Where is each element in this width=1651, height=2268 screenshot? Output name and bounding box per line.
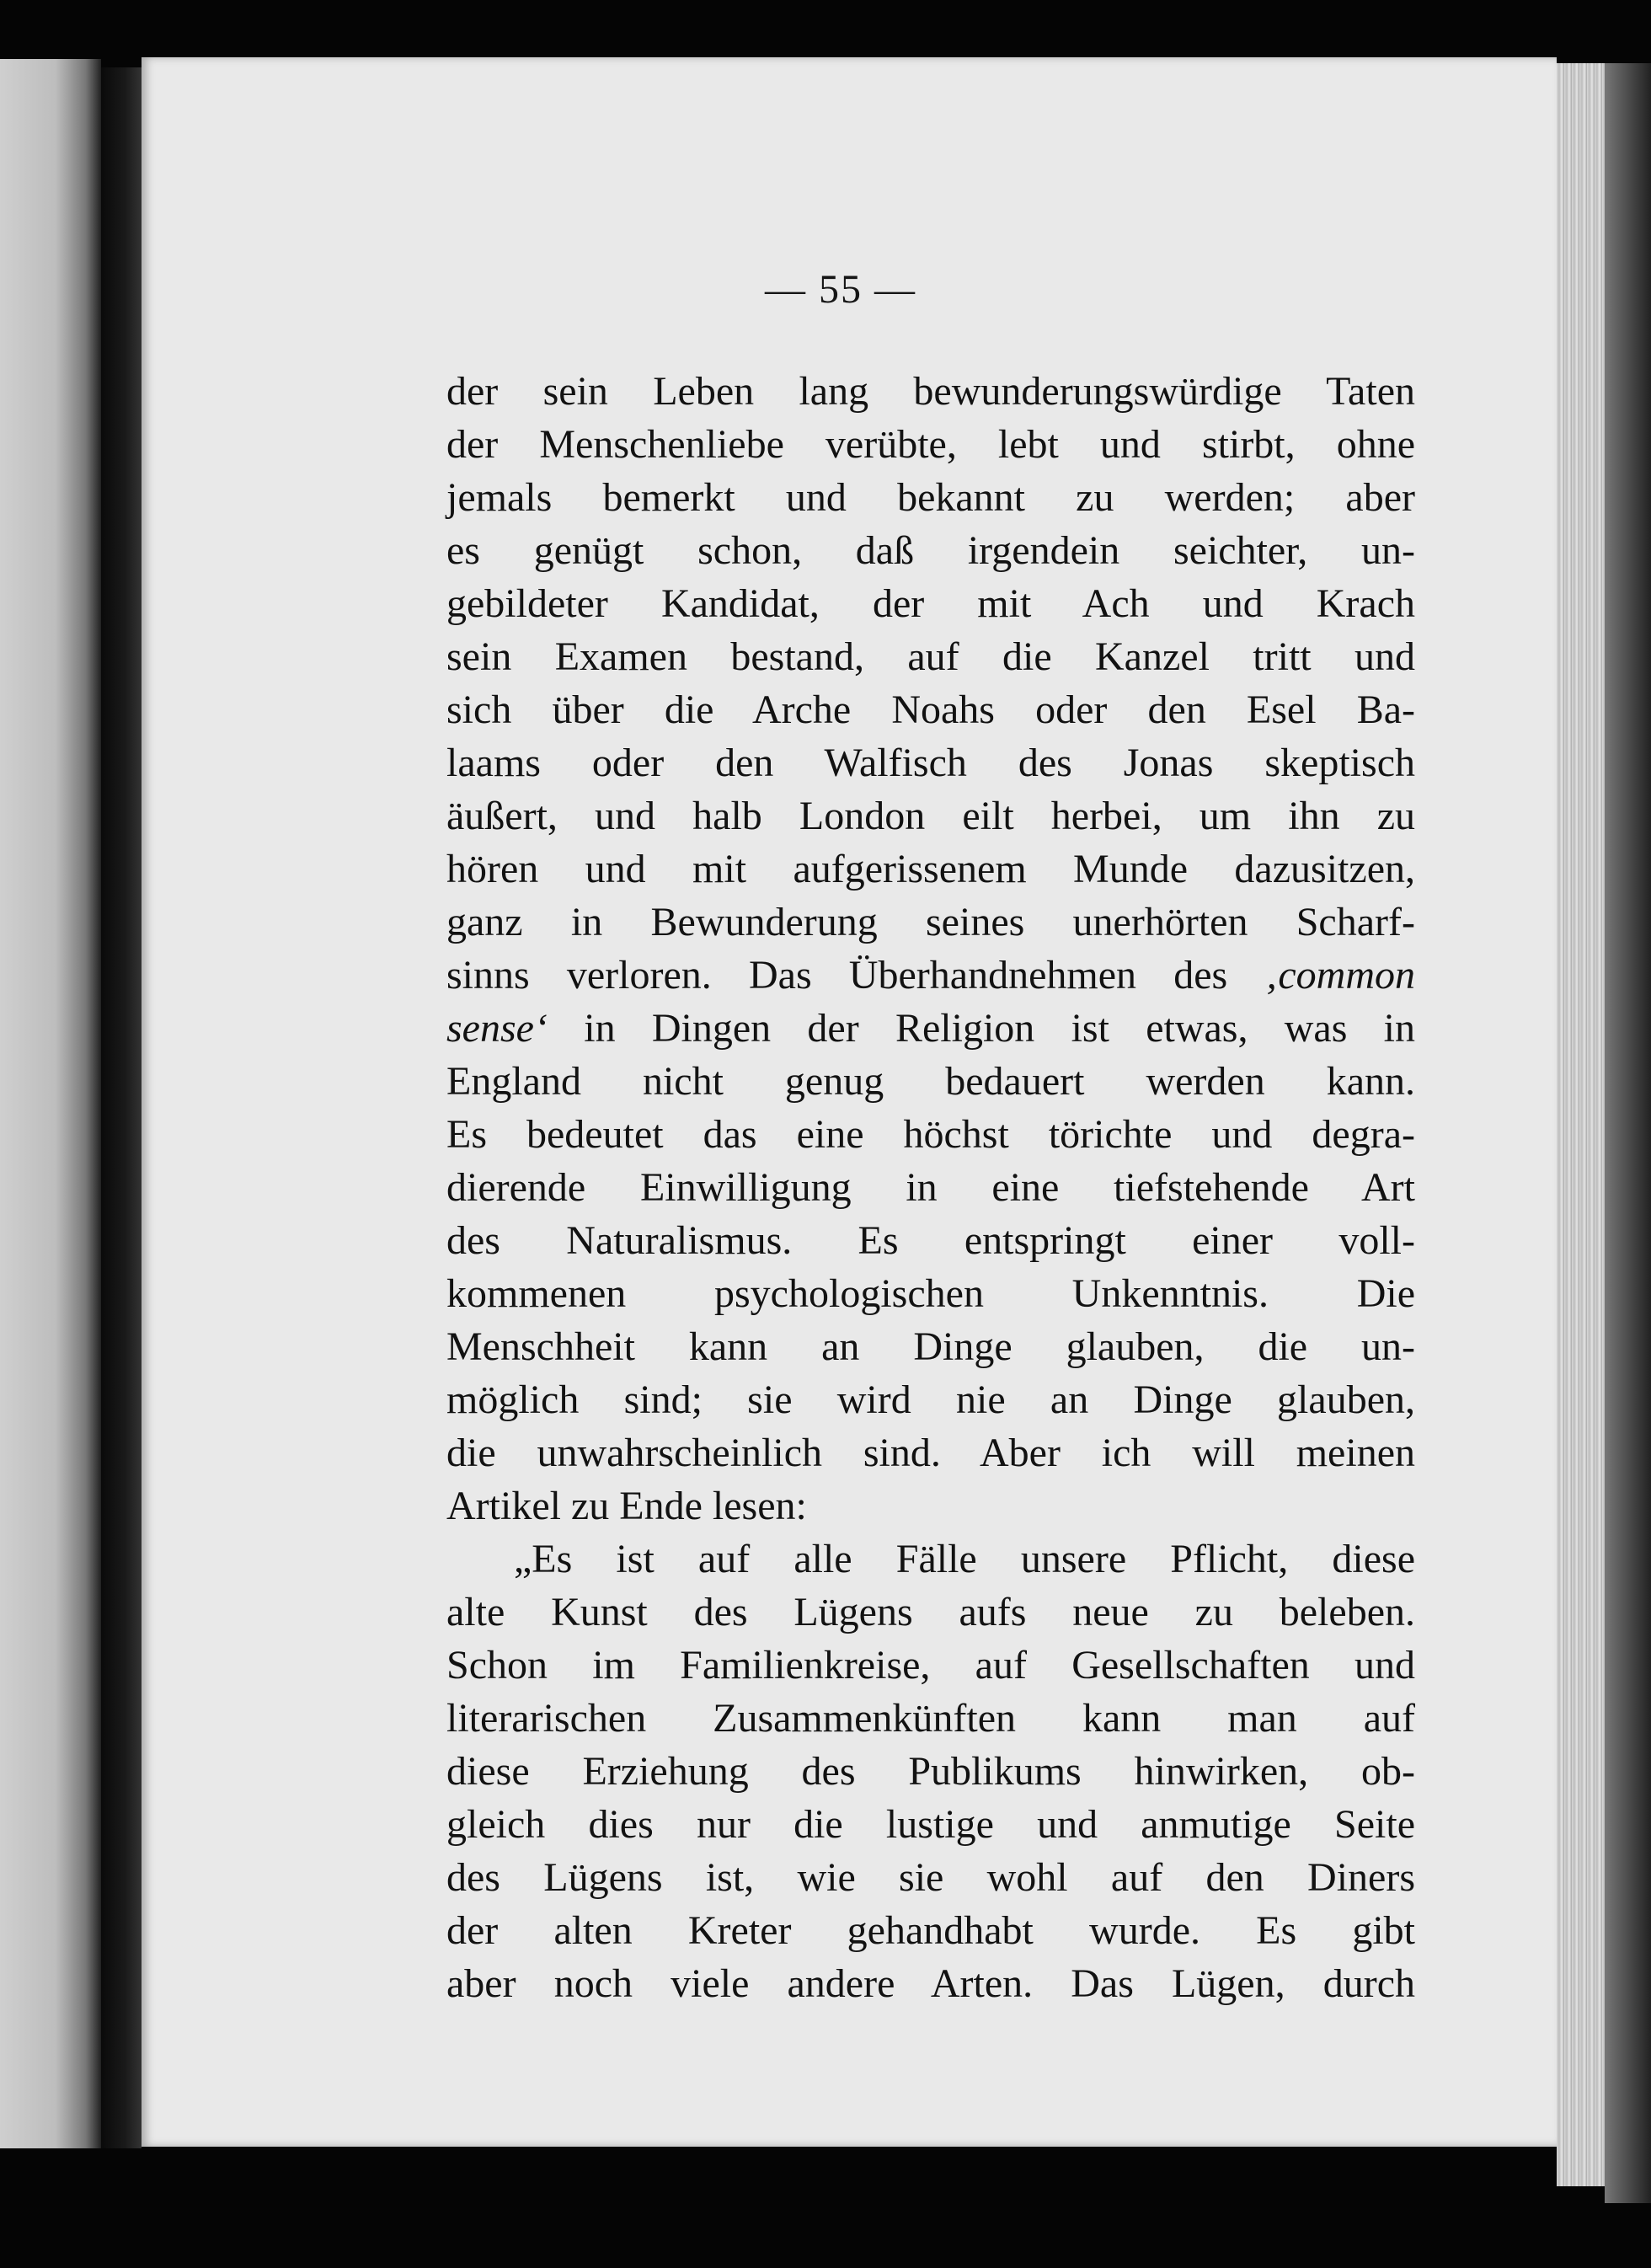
- body-text: [446, 365, 1415, 2010]
- text-line: Artikel zu Ende lesen:: [446, 1484, 807, 1528]
- text-line: sich über die Arche Noahs oder den Esel Ba-: [446, 687, 1415, 732]
- text-line: des Lügens ist, wie sie wohl auf den Diners: [446, 1855, 1415, 1900]
- text-line: äußert, und halb London eilt herbei, um ihn zu: [446, 794, 1415, 838]
- text-line: [446, 949, 1415, 1002]
- text-line: jemals bemerkt und bekannt zu werden; aber: [446, 475, 1415, 520]
- book-page: [142, 57, 1557, 2147]
- text-line: ganz in Bewunderung seines unerhörten Scharf-: [446, 900, 1415, 944]
- italic-phrase: ‚common: [1264, 953, 1415, 998]
- text-segment: sinns verloren. Das Überhandnehmen des: [446, 953, 1228, 998]
- text-line: diese Erziehung des Publikums hinwirken, ob-: [446, 1749, 1415, 1794]
- italic-phrase: sense‘: [446, 1006, 548, 1051]
- text-line: der alten Kreter gehandhabt wurde. Es gibt: [446, 1908, 1415, 1953]
- text-line: literarischen Zusammenkünften kann man auf: [446, 1696, 1415, 1741]
- text-line: dierende Einwilligung in eine tiefstehende Art: [446, 1165, 1415, 1210]
- text-line: alte Kunst des Lügens aufs neue zu beleben.: [446, 1590, 1415, 1634]
- text-line: des Naturalismus. Es entspringt einer voll-: [446, 1218, 1415, 1263]
- text-line: kommenen psychologischen Unkenntnis. Die: [446, 1271, 1415, 1316]
- text-segment: in Dingen der Religion ist etwas, was in: [584, 1006, 1416, 1051]
- text-line: die unwahrscheinlich sind. Aber ich will meinen: [446, 1431, 1415, 1475]
- text-line: Menschheit kann an Dinge glauben, die un-: [446, 1324, 1415, 1369]
- text-line: gebildeter Kandidat, der mit Ach und Krach: [446, 581, 1415, 626]
- text-line: hören und mit aufgerissenem Munde dazusitzen,: [446, 847, 1415, 891]
- text-line: Es bedeutet das eine höchst törichte und degra-: [446, 1112, 1415, 1157]
- text-line: sein Examen bestand, auf die Kanzel tritt und: [446, 634, 1415, 679]
- left-page-edge: [0, 59, 101, 2148]
- text-line: „Es ist auf alle Fälle unsere Pflicht, diese: [514, 1537, 1415, 1581]
- page-number: — 55 —: [765, 267, 916, 312]
- text-line: Schon im Familienkreise, auf Gesellschaften und: [446, 1643, 1415, 1688]
- page-edge-shadow: [1605, 63, 1651, 2203]
- text-line: gleich dies nur die lustige und anmutige Seite: [446, 1802, 1415, 1847]
- text-line: es genügt schon, daß irgendein seichter, un-: [446, 528, 1415, 573]
- text-line: der sein Leben lang bewunderungswürdige Taten: [446, 369, 1415, 414]
- book-gutter: [101, 67, 142, 2148]
- text-line: aber noch viele andere Arten. Das Lügen, durch: [446, 1961, 1415, 2006]
- text-line: [446, 1002, 1415, 1055]
- text-line: England nicht genug bedauert werden kann.: [446, 1059, 1415, 1104]
- text-line: möglich sind; sie wird nie an Dinge glauben,: [446, 1377, 1415, 1422]
- text-line: laams oder den Walfisch des Jonas skeptisch: [446, 741, 1415, 785]
- text-line: der Menschenliebe verübte, lebt und stirbt, ohne: [446, 422, 1415, 467]
